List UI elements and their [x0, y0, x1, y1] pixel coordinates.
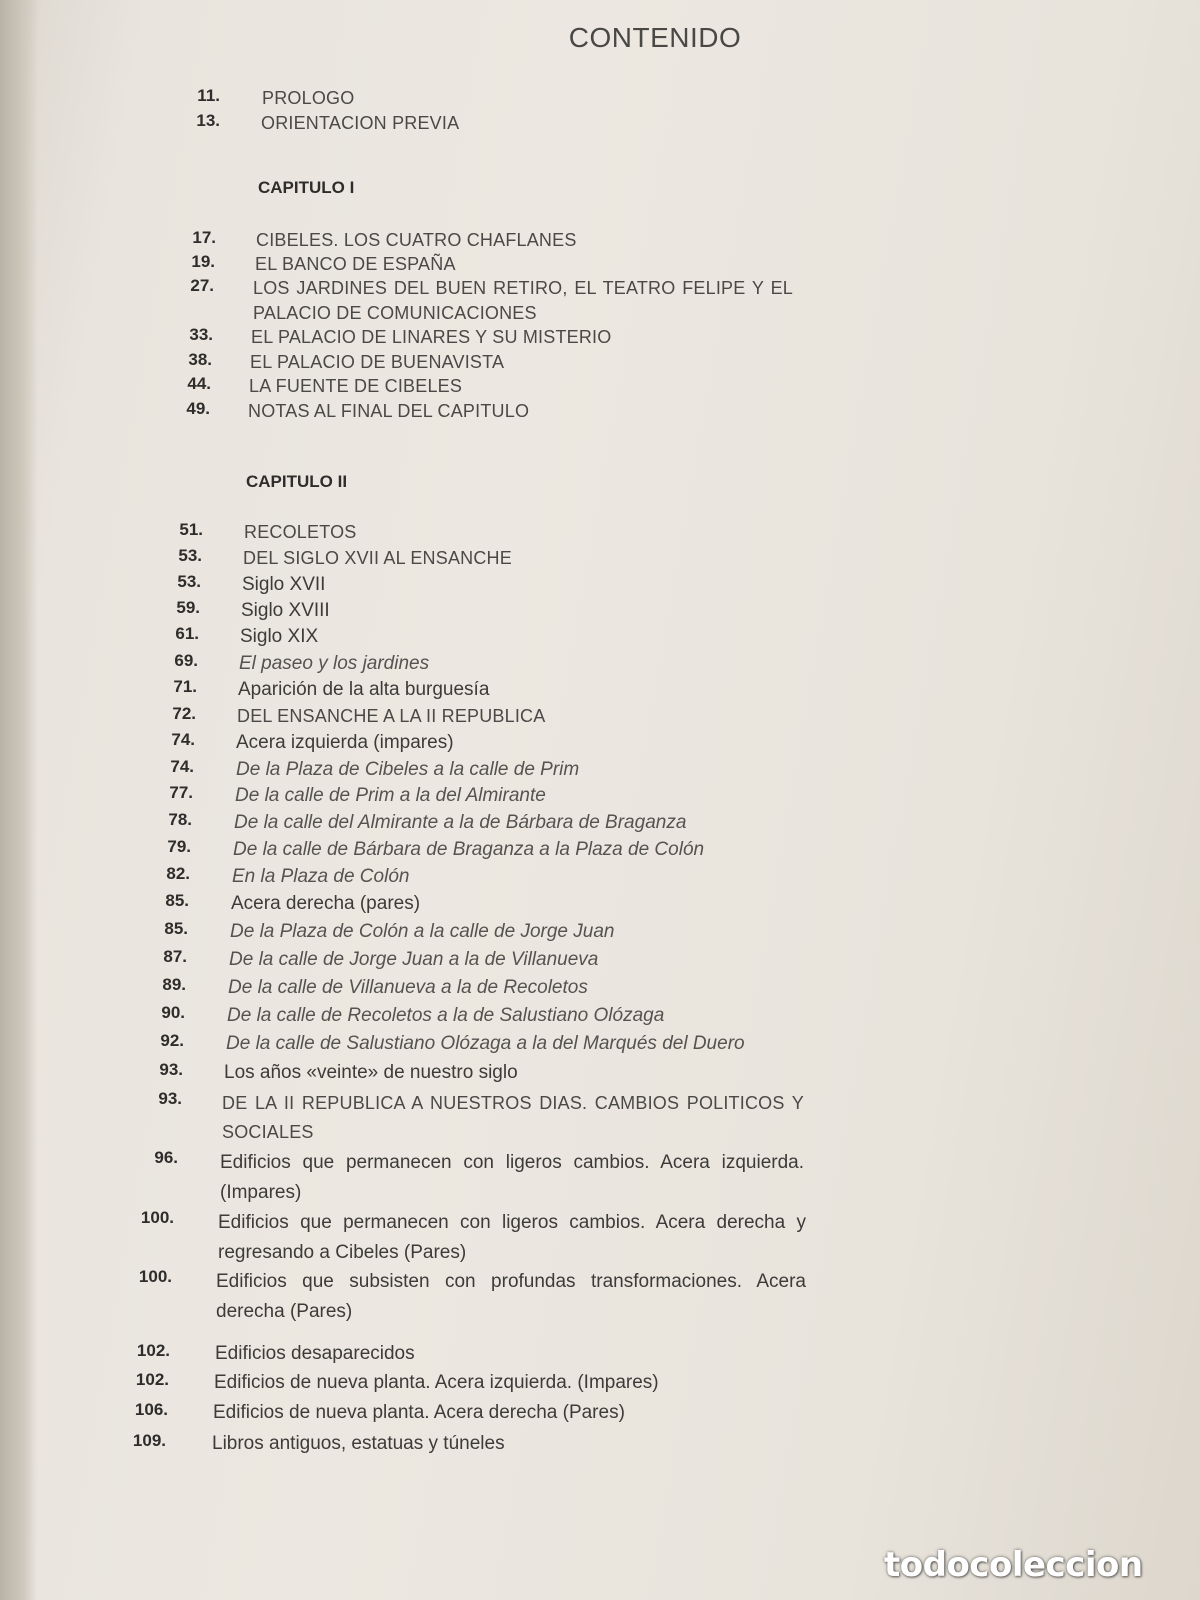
toc-page-number: 93.: [159, 1060, 183, 1079]
toc-entry-title: Los años «veinte» de nuestro siglo: [224, 1062, 518, 1083]
toc-entry-title: Edificios que permanecen con ligeros cambios. Acera izquierda. (Impares): [220, 1152, 804, 1203]
chapter-heading: CAPITULO I: [258, 178, 355, 197]
toc-page-number: 74.: [170, 757, 194, 776]
toc-entry-title: Siglo XVIII: [241, 600, 330, 621]
toc-entry: [0, 1208, 900, 1266]
toc-page-number: 102.: [135, 1370, 169, 1389]
toc-page-number: 85.: [164, 919, 188, 938]
toc-page-number: 59.: [176, 598, 200, 617]
toc-entry: [0, 1031, 900, 1063]
toc-entry: [0, 1400, 900, 1432]
toc-entry-title: De la calle del Almirante a la de Bárbara de Braganza: [234, 812, 687, 833]
toc-entry-title: Libros antiguos, estatuas y túneles: [212, 1433, 505, 1454]
toc-entry-title: Edificios que subsisten con profundas transformaciones. Acera derecha (Pares): [216, 1271, 806, 1322]
toc-page-number: 96.: [154, 1148, 178, 1167]
toc-entry-title: EL BANCO DE ESPAÑA: [255, 254, 456, 274]
toc-page-number: 85.: [165, 891, 189, 910]
toc-page-number: 19.: [191, 252, 215, 271]
toc-entry: [0, 1431, 900, 1463]
toc-entry: [0, 276, 900, 326]
toc-entry-title: LOS JARDINES DEL BUEN RETIRO, EL TEATRO FELIPE Y EL PALACIO DE COMUNICACIONES: [253, 278, 793, 323]
toc-entry-title: Edificios de nueva planta. Acera derecha (Pares): [213, 1402, 625, 1423]
toc-page-number: 92.: [160, 1031, 184, 1050]
toc-page-number: 72.: [172, 704, 196, 723]
toc-entry-title: El paseo y los jardines: [239, 653, 430, 674]
toc-entry-title: DE LA II REPUBLICA A NUESTROS DIAS. CAMBIOS POLITICOS Y SOCIALES: [222, 1093, 804, 1142]
toc-page-number: 78.: [168, 810, 192, 829]
toc-entry: [0, 1148, 900, 1206]
toc-page-number: 87.: [163, 947, 187, 966]
toc-entry-title: LA FUENTE DE CIBELES: [249, 376, 463, 396]
toc-entry-title: De la calle de Villanueva a la de Recoletos: [228, 977, 588, 998]
toc-entry-title: DEL SIGLO XVII AL ENSANCHE: [243, 548, 512, 568]
toc-page-number: 106.: [134, 1400, 168, 1419]
toc-entry-title: De la calle de Recoletos a la de Salustiano Olózaga: [227, 1005, 665, 1026]
toc-page-number: 13.: [196, 111, 220, 130]
toc-page-number: 82.: [166, 864, 190, 883]
toc-entry-title: Edificios desaparecidos: [215, 1343, 415, 1364]
toc-entry-title: Siglo XVII: [242, 574, 326, 595]
toc-page-number: 11.: [197, 86, 220, 105]
toc-page-number: 77.: [169, 783, 193, 802]
toc-entry: [0, 1267, 900, 1325]
page-title: CONTENIDO: [568, 22, 742, 53]
toc-entry: [0, 1370, 900, 1402]
toc-entry: [0, 399, 900, 431]
toc-page-number: 27.: [190, 276, 214, 295]
toc-entry: [0, 1341, 900, 1373]
toc-entry: [0, 1060, 900, 1092]
toc-page-number: 102.: [136, 1341, 170, 1360]
toc-page-number: 61.: [175, 624, 199, 643]
toc-entry-title: Edificios de nueva planta. Acera izquierda. (Impares): [214, 1372, 659, 1393]
toc-entry-title: Acera izquierda (impares): [236, 732, 454, 753]
toc-entry: [0, 111, 900, 143]
toc-page-number: 74.: [171, 730, 195, 749]
toc-entry-title: EL PALACIO DE BUENAVISTA: [250, 352, 505, 372]
toc-page-number: 79.: [167, 837, 191, 856]
toc-page-number: 17.: [192, 228, 216, 247]
toc-entry-title: CIBELES. LOS CUATRO CHAFLANES: [256, 230, 577, 250]
toc-page-number: 38.: [188, 350, 212, 369]
toc-page-number: 89.: [162, 975, 186, 994]
toc-entry-title: De la calle de Salustiano Olózaga a la del Marqués del Duero: [226, 1033, 745, 1054]
toc-entry-title: En la Plaza de Colón: [232, 866, 410, 887]
toc-page-number: 93.: [158, 1089, 182, 1108]
toc-entry-title: RECOLETOS: [244, 522, 357, 542]
toc-page-number: 100.: [140, 1208, 174, 1227]
toc-entry-title: De la Plaza de Colón a la calle de Jorge Juan: [230, 921, 615, 942]
toc-entry-title: NOTAS AL FINAL DEL CAPITULO: [248, 401, 530, 421]
chapter-heading: CAPITULO II: [246, 472, 348, 491]
toc-page-number: 51.: [179, 520, 203, 539]
toc-page-number: 100.: [138, 1267, 172, 1286]
toc-page-number: 49.: [186, 399, 210, 418]
toc-page-number: 44.: [187, 374, 211, 393]
toc-entry-title: De la calle de Prim a la del Almirante: [235, 785, 546, 806]
toc-page-number: 33.: [189, 325, 213, 344]
toc-entry-title: De la Plaza de Cibeles a la calle de Prim: [236, 759, 580, 780]
toc-entry: [0, 1089, 900, 1145]
toc-page-number: 90.: [161, 1003, 185, 1022]
toc-entry-title: De la calle de Bárbara de Braganza a la Plaza de Colón: [233, 839, 705, 860]
toc-page-number: 109.: [132, 1431, 166, 1450]
toc-entry-title: Siglo XIX: [240, 626, 319, 647]
toc-entry-title: De la calle de Jorge Juan a la de Villanueva: [229, 949, 599, 970]
toc-entry-title: PROLOGO: [262, 88, 355, 108]
toc-page-number: 53.: [178, 546, 202, 565]
toc-page-number: 71.: [173, 677, 197, 696]
toc-entry-title: Acera derecha (pares): [231, 893, 421, 914]
toc-entry-title: Edificios que permanecen con ligeros cambios. Acera derecha y regresando a Cibeles (Pares): [218, 1212, 806, 1263]
toc-entry-title: ORIENTACION PREVIA: [261, 113, 460, 133]
toc-page-number: 53.: [177, 572, 201, 591]
toc-page-number: 69.: [174, 651, 198, 670]
toc-entry-title: DEL ENSANCHE A LA II REPUBLICA: [237, 706, 546, 726]
toc-entry-title: Aparición de la alta burguesía: [238, 679, 490, 700]
watermark-logo: todocoleccion: [884, 1545, 1143, 1585]
toc-entry-title: EL PALACIO DE LINARES Y SU MISTERIO: [251, 327, 612, 347]
